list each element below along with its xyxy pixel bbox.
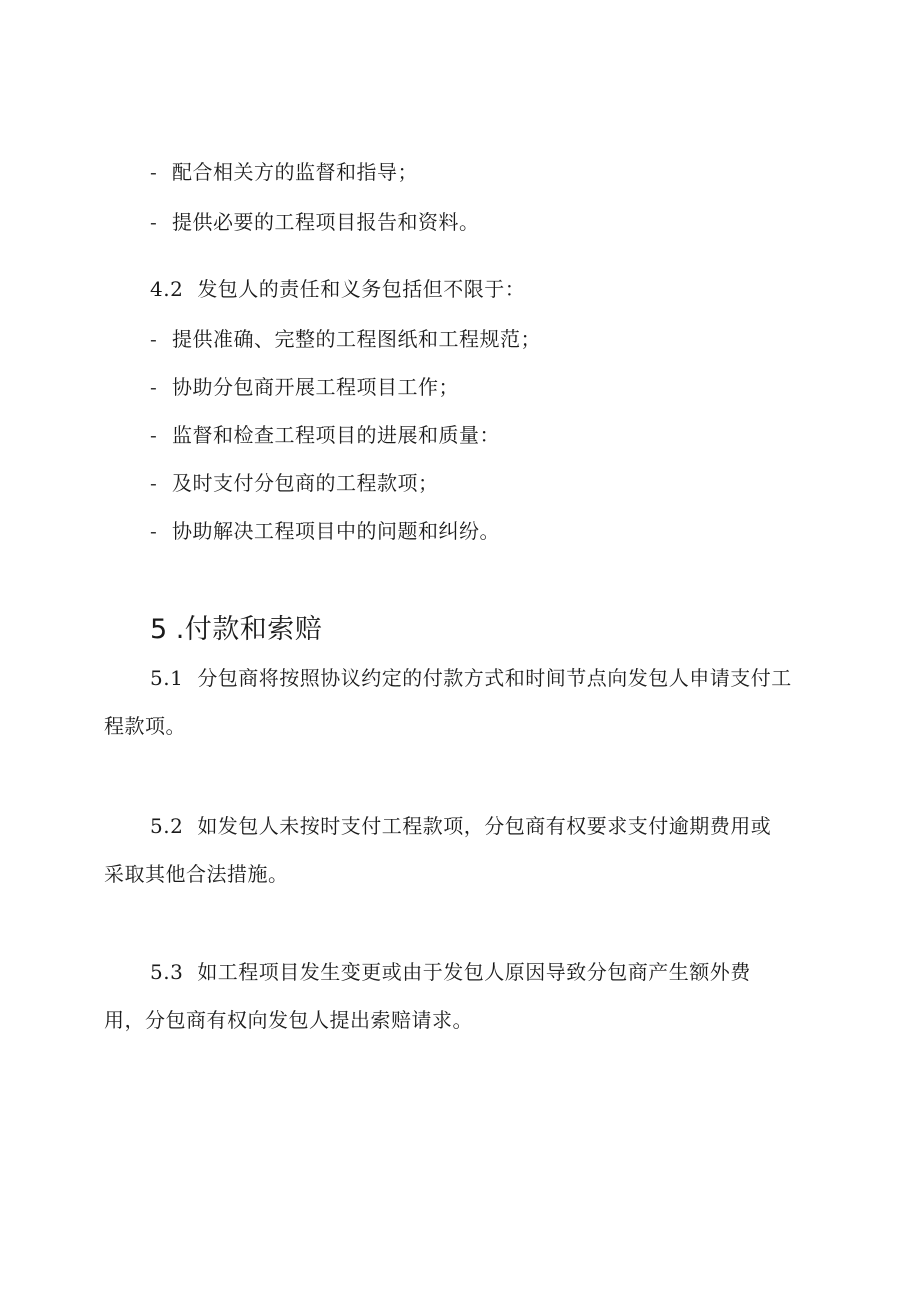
bullet-marker: - (150, 160, 158, 184)
clause-number: 5.2 (150, 814, 184, 838)
bullet-text: 协助解决工程项目中的问题和纠纷。 (172, 519, 500, 543)
bullet-marker: - (150, 423, 158, 447)
clause-5-2-line1 (150, 812, 771, 840)
clause-number: 5.3 (150, 960, 184, 984)
bullet-marker: - (150, 375, 158, 399)
bullet-text: 及时支付分包商的工程款项； (172, 471, 439, 495)
bullet-item (150, 469, 439, 497)
bullet-text: 监督和检查工程项目的进展和质量： (172, 423, 500, 447)
clause-5-1-line2 (104, 712, 186, 740)
clause-5-3-line1 (150, 958, 751, 986)
bullet-marker: - (150, 327, 158, 351)
clause-number: 5.1 (150, 666, 184, 690)
bullet-item (150, 421, 500, 449)
bullet-item (150, 517, 500, 545)
bullet-item (150, 158, 418, 186)
bullet-item (150, 373, 459, 401)
clause-text: 程款项。 (104, 714, 186, 738)
clause-5-2-line2 (104, 860, 289, 888)
section-number: 5 (150, 614, 168, 645)
bullet-marker: - (150, 210, 158, 234)
bullet-text: 提供准确、完整的工程图纸和工程规范； (172, 327, 541, 351)
bullet-item (150, 208, 480, 236)
section-heading (150, 612, 322, 648)
clause-5-3-line2 (104, 1006, 473, 1034)
clause-text: 用，分包商有权向发包人提出索赔请求。 (104, 1008, 473, 1032)
clause-text: 采取其他合法措施。 (104, 862, 289, 886)
clause-text: 如发包人未按时支付工程款项，分包商有权要求支付逾期费用或 (197, 814, 772, 838)
clause-text: 分包商将按照协议约定的付款方式和时间节点向发包人申请支付工 (197, 666, 792, 690)
bullet-marker: - (150, 519, 158, 543)
clause-5-1-line1 (150, 664, 792, 692)
bullet-item (150, 325, 541, 353)
clause-text: 如工程项目发生变更或由于发包人原因导致分包商产生额外费 (197, 960, 751, 984)
bullet-marker: - (150, 471, 158, 495)
clause-4-2 (150, 275, 525, 303)
clause-number: 4.2 (150, 277, 184, 301)
bullet-text: 协助分包商开展工程项目工作； (172, 375, 459, 399)
bullet-text: 配合相关方的监督和指导； (172, 160, 418, 184)
section-title: .付款和索赔 (175, 614, 323, 645)
bullet-text: 提供必要的工程项目报告和资料。 (172, 210, 480, 234)
clause-text: 发包人的责任和义务包括但不限于： (197, 277, 526, 301)
